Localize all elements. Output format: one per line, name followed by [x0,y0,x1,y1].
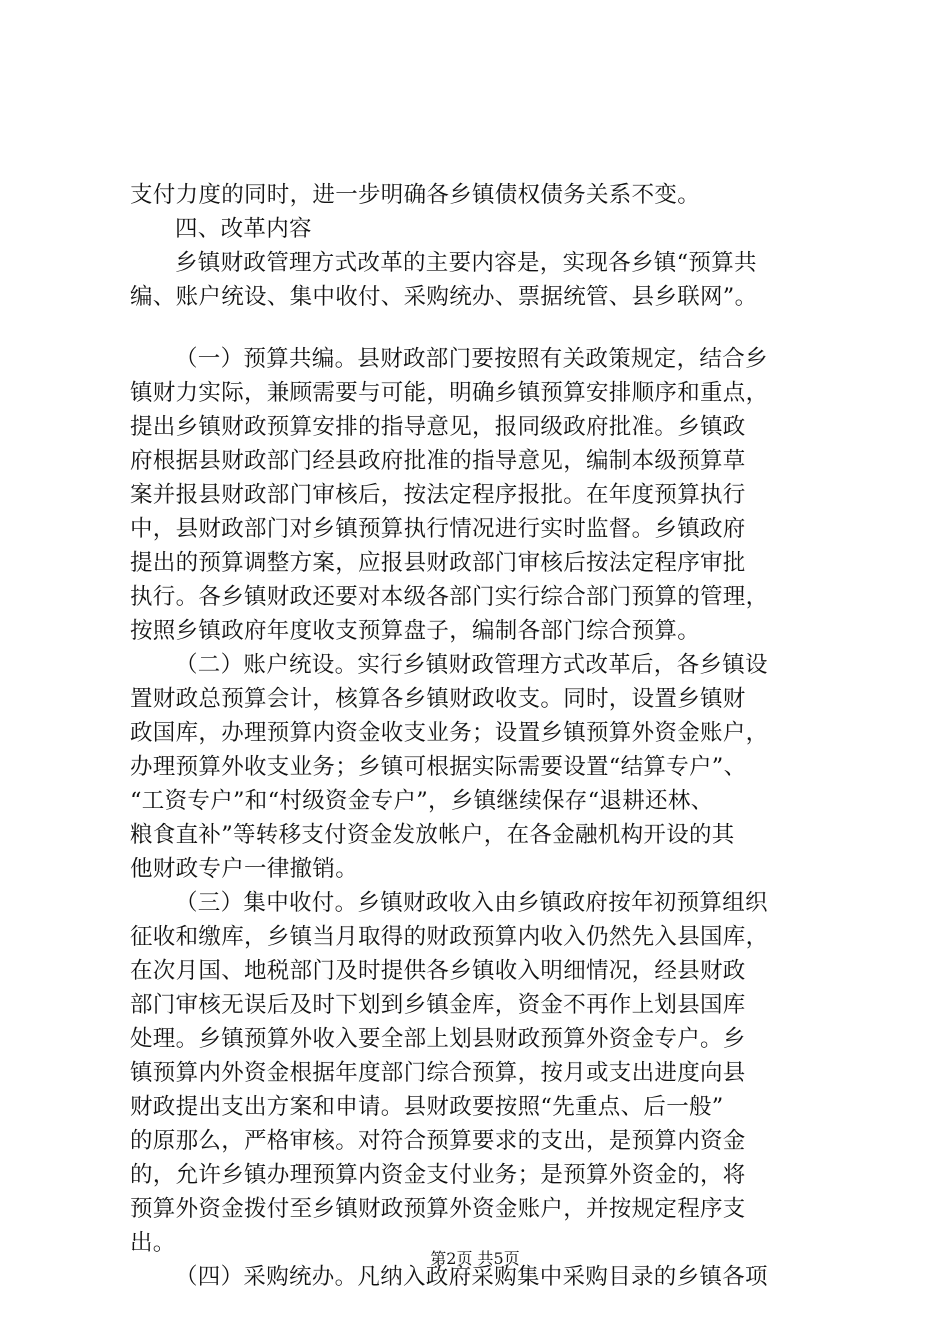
text-line: 部门审核无误后及时下划到乡镇金库，资金不再作上划县国库 [130,992,746,1018]
text-line: （三）集中收付。乡镇财政收入由乡镇政府按年初预算组织 [175,890,768,916]
text-line: 在次月国、地税部门及时提供各乡镇收入明细情况，经县财政 [130,958,746,984]
text-line: 预算外资金拨付至乡镇财政预算外资金账户，并按规定程序支 [130,1196,746,1222]
page-footer: 第2页 共5页 [430,1249,520,1268]
text-line: 编、账户统设、集中收付、采购统办、票据统管、县乡联网”。 [130,284,758,310]
text-line: 办理预算外收支业务；乡镇可根据实际需要设置“结算专户”、 [130,754,747,780]
text-line: 提出乡镇财政预算安排的指导意见，报同级政府批准。乡镇政 [130,414,746,440]
text-line: 提出的预算调整方案，应报县财政部门审核后按法定程序审批 [130,550,746,576]
text-line: 的，允许乡镇办理预算内资金支付业务；是预算外资金的，将 [130,1162,746,1188]
text-line: 政国库，办理预算内资金收支业务；设置乡镇预算外资金账户， [130,720,769,746]
text-line: 乡镇财政管理方式改革的主要内容是，实现各乡镇“预算共 [175,250,757,276]
text-line: 中，县财政部门对乡镇预算执行情况进行实时监督。乡镇政府 [130,516,746,542]
text-line: 府根据县财政部门经县政府批准的指导意见，编制本级预算草 [130,448,746,474]
text-line: 财政提出支出方案和申请。县财政要按照“先重点、后一般” [130,1094,724,1120]
text-line: （一）预算共编。县财政部门要按照有关政策规定，结合乡 [175,346,768,372]
text-line: 征收和缴库，乡镇当月取得的财政预算内收入仍然先入县国库， [130,924,769,950]
text-line: 案并报县财政部门审核后，按法定程序报批。在年度预算执行 [130,482,746,508]
text-line: 的原那么，严格审核。对符合预算要求的支出，是预算内资金 [130,1128,746,1154]
text-line: 镇财力实际，兼顾需要与可能，明确乡镇预算安排顺序和重点， [130,380,769,406]
text-line: 出。 [130,1230,176,1256]
text-line: 执行。各乡镇财政还要对本级各部门实行综合部门预算的管理， [130,584,769,610]
text-line: （四）采购统办。凡纳入政府采购集中采购目录的乡镇各项 [175,1264,768,1290]
text-line: 处理。乡镇预算外收入要全部上划县财政预算外资金专户。乡 [130,1026,746,1052]
section-heading: 四、改革内容 [175,216,312,242]
text-line: “工资专户”和“村级资金专户”，乡镇继续保存“退耕还林、 [130,788,714,814]
text-line: 按照乡镇政府年度收支预算盘子，编制各部门综合预算。 [130,618,701,644]
text-line: 粮食直补”等转移支付资金发放帐户，在各金融机构开设的其 [130,822,735,848]
text-line: （二）账户统设。实行乡镇财政管理方式改革后，各乡镇设 [175,652,768,678]
text-line: 镇预算内外资金根据年度部门综合预算，按月或支出进度向县 [130,1060,746,1086]
text-line: 置财政总预算会计，核算各乡镇财政收支。同时，设置乡镇财 [130,686,746,712]
text-line: 支付力度的同时，进一步明确各乡镇债权债务关系不变。 [130,182,701,208]
document-body [130,178,830,1294]
text-line: 他财政专户一律撤销。 [130,856,359,882]
